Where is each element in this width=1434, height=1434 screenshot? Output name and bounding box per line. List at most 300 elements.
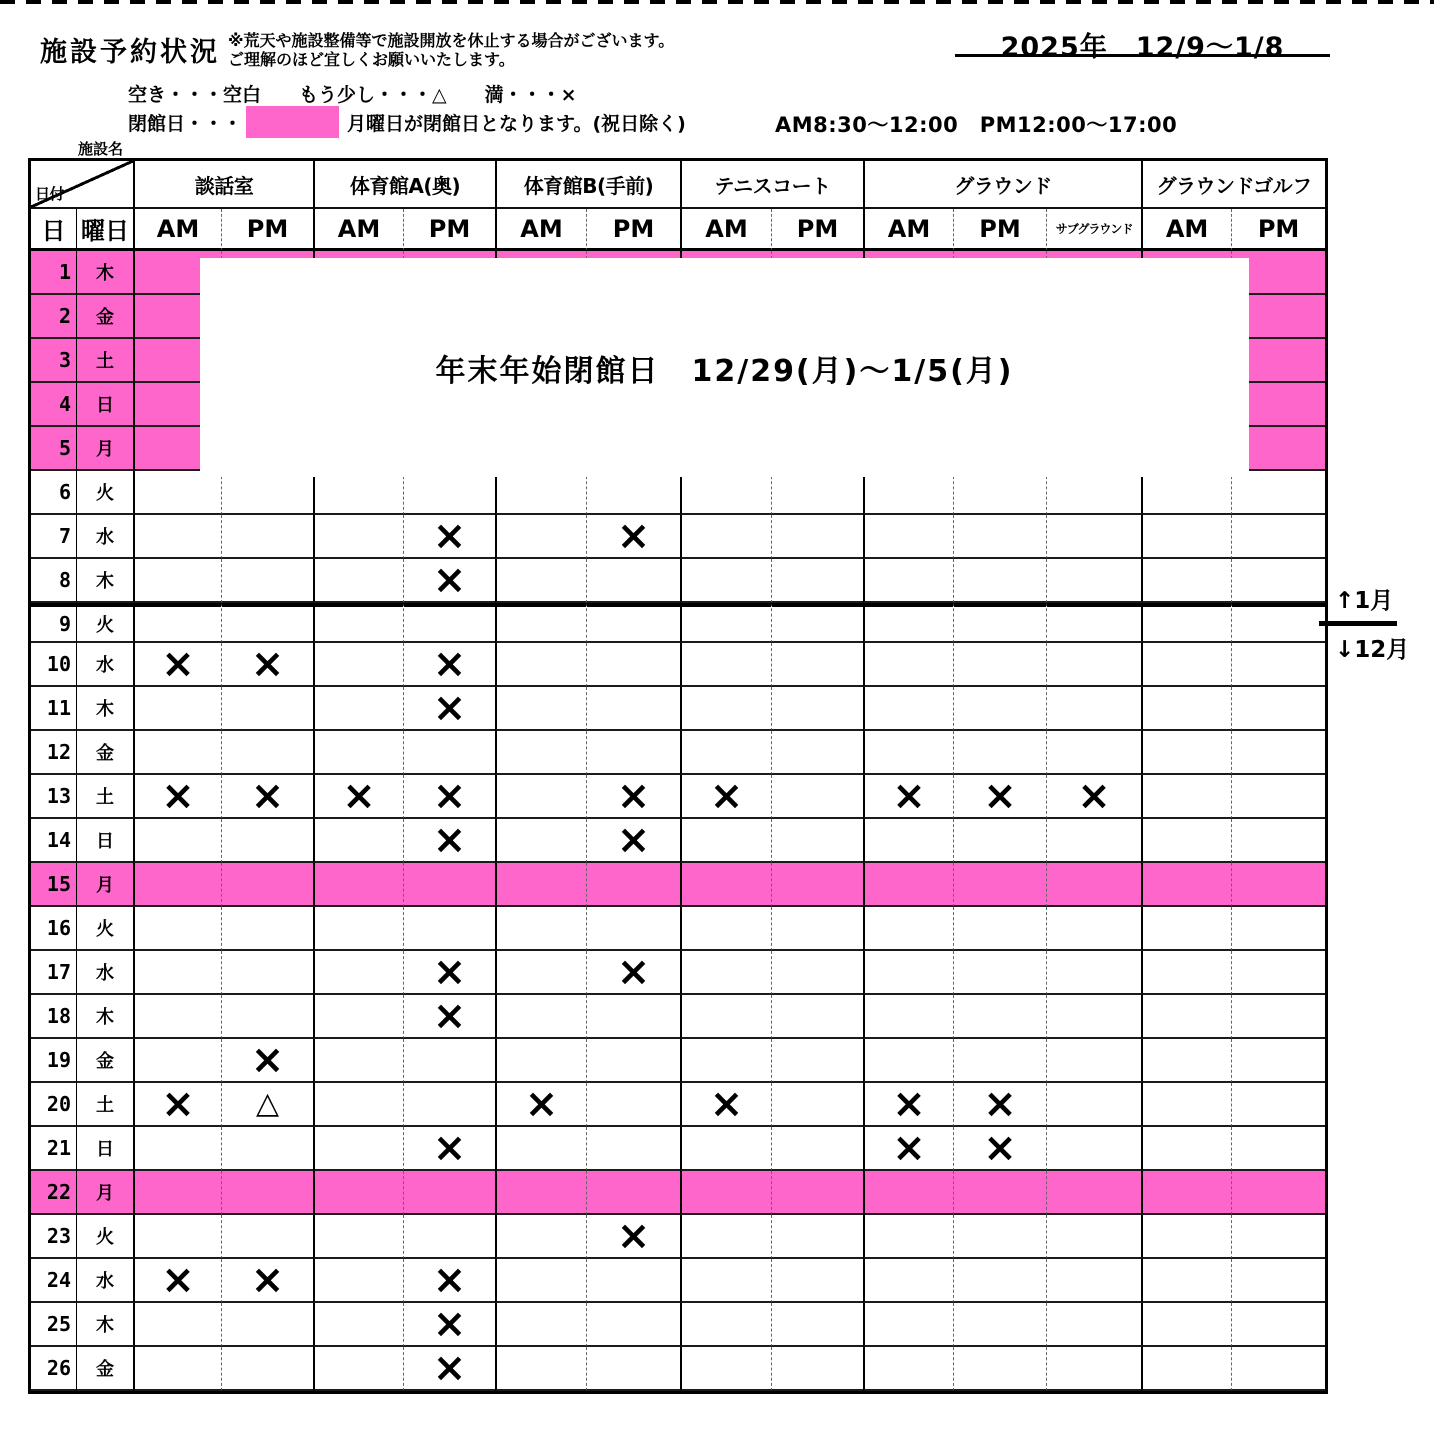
status-cell	[221, 1215, 313, 1259]
status-cell	[1141, 1171, 1231, 1215]
status-cell	[1141, 951, 1231, 995]
status-cell	[495, 1303, 586, 1347]
status-cell: ×	[953, 775, 1046, 819]
weather-notice-line1: ※荒天や施設整備等で施設開放を休止する場合がございます。	[228, 31, 675, 50]
weekday-cell: 月	[76, 1171, 133, 1215]
status-cell	[863, 1215, 953, 1259]
date-row	[31, 471, 1325, 515]
status-cell	[953, 1039, 1046, 1083]
status-cell: ×	[403, 1127, 495, 1171]
status-cell	[133, 951, 221, 995]
status-cell	[863, 471, 953, 515]
december-marker: ↓12月	[1335, 637, 1410, 663]
status-cell	[313, 995, 403, 1039]
status-cell	[1046, 1171, 1141, 1215]
status-cell	[1231, 643, 1325, 687]
status-cell	[953, 1215, 1046, 1259]
status-cell	[495, 1039, 586, 1083]
date-cell: 19	[31, 1039, 76, 1083]
status-cell	[403, 1171, 495, 1215]
status-cell	[586, 1303, 680, 1347]
status-cell	[133, 1215, 221, 1259]
status-cell	[680, 515, 771, 559]
status-cell	[953, 471, 1046, 515]
status-cell	[313, 907, 403, 951]
date-cell: 8	[31, 559, 76, 603]
status-cell	[133, 1039, 221, 1083]
status-cell	[771, 995, 863, 1039]
status-cell	[1046, 687, 1141, 731]
weekday-cell: 水	[76, 951, 133, 995]
status-cell	[313, 1303, 403, 1347]
status-cell	[1231, 863, 1325, 907]
status-cell	[495, 995, 586, 1039]
status-cell	[863, 951, 953, 995]
status-cell	[221, 1303, 313, 1347]
facility-header-row	[31, 161, 1325, 209]
weekday-cell: 日	[76, 383, 133, 427]
status-cell	[1231, 471, 1325, 515]
status-cell	[953, 1171, 1046, 1215]
status-cell	[680, 1039, 771, 1083]
status-cell: ×	[133, 1083, 221, 1127]
date-row	[31, 1127, 1325, 1171]
status-cell: ×	[680, 1083, 771, 1127]
status-cell	[771, 907, 863, 951]
corner-cell	[31, 161, 133, 209]
status-cell	[953, 603, 1046, 643]
date-row	[31, 1259, 1325, 1303]
status-cell	[771, 1171, 863, 1215]
status-cell: ×	[133, 1259, 221, 1303]
status-cell	[495, 603, 586, 643]
status-cell	[221, 603, 313, 643]
status-cell	[221, 1171, 313, 1215]
status-cell	[586, 603, 680, 643]
status-cell	[863, 1259, 953, 1303]
status-cell: ×	[863, 1083, 953, 1127]
status-cell	[313, 1171, 403, 1215]
period-header: AM	[863, 209, 953, 251]
status-cell	[863, 559, 953, 603]
status-cell	[495, 515, 586, 559]
status-cell	[586, 471, 680, 515]
status-cell	[953, 951, 1046, 995]
facility-header: テニスコート	[680, 161, 863, 209]
date-row	[31, 907, 1325, 951]
status-cell	[586, 559, 680, 603]
status-cell	[863, 1039, 953, 1083]
month-divider-extension	[1319, 621, 1397, 626]
status-cell	[1141, 603, 1231, 643]
legend-closed-label: 閉館日・・・	[128, 112, 243, 135]
status-cell: ×	[403, 775, 495, 819]
status-cell	[133, 1303, 221, 1347]
date-row	[31, 775, 1325, 819]
legend-closed-day	[128, 104, 686, 140]
facility-header: 体育館B(手前)	[495, 161, 680, 209]
date-row	[31, 863, 1325, 907]
scan-edge-decoration	[0, 0, 1434, 4]
weekday-cell: 水	[76, 515, 133, 559]
status-cell	[313, 471, 403, 515]
status-cell	[1231, 907, 1325, 951]
status-cell	[313, 1215, 403, 1259]
date-cell: 17	[31, 951, 76, 995]
status-cell	[313, 1259, 403, 1303]
status-cell	[1231, 687, 1325, 731]
status-cell	[1231, 731, 1325, 775]
opening-hours: AM8:30～12:00 PM12:00～17:00	[775, 113, 1178, 137]
weekday-cell: 木	[76, 559, 133, 603]
date-row	[31, 995, 1325, 1039]
status-cell	[771, 1347, 863, 1391]
status-cell	[680, 951, 771, 995]
status-cell	[586, 863, 680, 907]
status-cell	[953, 515, 1046, 559]
status-cell: ×	[863, 775, 953, 819]
status-cell	[1046, 643, 1141, 687]
date-cell: 23	[31, 1215, 76, 1259]
status-cell	[221, 863, 313, 907]
status-cell	[313, 731, 403, 775]
status-cell: ×	[221, 1259, 313, 1303]
period-header: PM	[586, 209, 680, 251]
status-cell	[771, 863, 863, 907]
date-row	[31, 819, 1325, 863]
status-cell	[1141, 471, 1231, 515]
status-cell	[680, 731, 771, 775]
date-cell: 12	[31, 731, 76, 775]
date-row	[31, 1303, 1325, 1347]
date-cell: 22	[31, 1171, 76, 1215]
status-cell	[863, 819, 953, 863]
status-cell: ×	[133, 643, 221, 687]
year-end-holiday-notice: 年末年始閉館日 12/29(月)～1/5(月)	[200, 258, 1249, 477]
status-cell	[953, 1347, 1046, 1391]
status-cell: ×	[586, 775, 680, 819]
status-cell	[221, 995, 313, 1039]
date-row	[31, 1039, 1325, 1083]
status-cell	[1231, 775, 1325, 819]
status-cell	[221, 687, 313, 731]
status-cell	[133, 1171, 221, 1215]
status-cell	[1141, 995, 1231, 1039]
period-header: PM	[1231, 209, 1325, 251]
date-cell: 10	[31, 643, 76, 687]
status-cell: ×	[221, 1039, 313, 1083]
status-cell	[1231, 1171, 1325, 1215]
facility-header: グラウンド	[863, 161, 1141, 209]
status-cell	[1046, 559, 1141, 603]
status-cell	[863, 1303, 953, 1347]
weekday-cell: 土	[76, 775, 133, 819]
status-cell	[1046, 863, 1141, 907]
status-cell	[495, 1215, 586, 1259]
status-cell	[495, 951, 586, 995]
status-cell	[771, 775, 863, 819]
status-cell: ×	[586, 819, 680, 863]
facility-header: 体育館A(奥)	[313, 161, 495, 209]
status-cell	[1231, 1083, 1325, 1127]
status-cell	[495, 559, 586, 603]
status-cell	[313, 951, 403, 995]
status-cell: ×	[1046, 775, 1141, 819]
date-row	[31, 1347, 1325, 1391]
status-cell	[1231, 1039, 1325, 1083]
status-cell: △	[221, 1083, 313, 1127]
status-cell	[133, 731, 221, 775]
date-row	[31, 603, 1325, 643]
status-cell	[771, 951, 863, 995]
status-cell	[221, 515, 313, 559]
weekday-cell: 火	[76, 603, 133, 643]
status-cell: ×	[953, 1083, 1046, 1127]
period-header: AM	[680, 209, 771, 251]
status-cell	[1231, 1303, 1325, 1347]
status-cell	[863, 995, 953, 1039]
date-cell: 24	[31, 1259, 76, 1303]
weekday-cell: 金	[76, 1039, 133, 1083]
period-header: AM	[1141, 209, 1231, 251]
status-cell	[1046, 1303, 1141, 1347]
status-cell	[680, 863, 771, 907]
status-cell	[771, 471, 863, 515]
date-cell: 14	[31, 819, 76, 863]
status-cell	[771, 1127, 863, 1171]
status-cell	[953, 819, 1046, 863]
weekday-cell: 土	[76, 1083, 133, 1127]
status-cell	[771, 1303, 863, 1347]
date-cell: 2	[31, 295, 76, 339]
status-cell	[771, 1259, 863, 1303]
weekday-cell: 土	[76, 339, 133, 383]
status-cell	[313, 603, 403, 643]
status-cell: ×	[403, 951, 495, 995]
status-cell	[495, 687, 586, 731]
status-cell	[1231, 1259, 1325, 1303]
weekday-cell: 金	[76, 295, 133, 339]
status-cell	[495, 1127, 586, 1171]
date-cell: 20	[31, 1083, 76, 1127]
status-cell	[133, 907, 221, 951]
status-cell	[953, 731, 1046, 775]
status-cell	[133, 819, 221, 863]
weekday-cell: 月	[76, 427, 133, 471]
status-cell	[313, 819, 403, 863]
status-cell	[221, 1127, 313, 1171]
period-header: AM	[133, 209, 221, 251]
status-cell	[1231, 951, 1325, 995]
date-cell: 9	[31, 603, 76, 643]
status-cell	[863, 603, 953, 643]
status-cell	[1141, 863, 1231, 907]
weekday-cell: 日	[76, 819, 133, 863]
status-cell	[1046, 603, 1141, 643]
status-cell	[771, 1039, 863, 1083]
status-cell	[586, 1171, 680, 1215]
status-cell: ×	[586, 1215, 680, 1259]
status-cell	[953, 1259, 1046, 1303]
status-cell	[1231, 1347, 1325, 1391]
status-cell	[403, 471, 495, 515]
status-cell	[680, 643, 771, 687]
status-cell	[586, 731, 680, 775]
status-cell: ×	[313, 775, 403, 819]
status-cell	[1046, 515, 1141, 559]
status-cell	[863, 907, 953, 951]
status-cell	[221, 907, 313, 951]
status-cell	[1046, 471, 1141, 515]
weekday-column-header: 曜日	[76, 209, 133, 251]
date-label: 日付	[35, 185, 65, 203]
weekday-cell: 金	[76, 1347, 133, 1391]
status-cell	[1046, 819, 1141, 863]
status-cell	[863, 1347, 953, 1391]
status-cell	[953, 995, 1046, 1039]
status-cell	[680, 995, 771, 1039]
status-cell: ×	[403, 559, 495, 603]
status-cell	[1141, 559, 1231, 603]
status-cell	[1231, 559, 1325, 603]
closed-day-color-swatch	[246, 106, 339, 138]
date-cell: 13	[31, 775, 76, 819]
date-row	[31, 643, 1325, 687]
status-cell	[495, 731, 586, 775]
status-cell	[953, 643, 1046, 687]
period-header: PM	[953, 209, 1046, 251]
status-cell	[1141, 1303, 1231, 1347]
january-marker: ↑1月	[1335, 588, 1394, 614]
status-cell	[680, 1259, 771, 1303]
status-cell	[1141, 1083, 1231, 1127]
status-cell: ×	[403, 1259, 495, 1303]
weekday-cell: 日	[76, 1127, 133, 1171]
status-cell	[403, 603, 495, 643]
status-cell	[1231, 515, 1325, 559]
status-cell	[313, 515, 403, 559]
status-cell	[680, 603, 771, 643]
status-cell	[495, 775, 586, 819]
date-cell: 16	[31, 907, 76, 951]
date-row	[31, 951, 1325, 995]
facility-name-label: 施設名	[78, 140, 124, 158]
status-cell	[1141, 1039, 1231, 1083]
status-cell	[403, 1215, 495, 1259]
status-cell	[1141, 1259, 1231, 1303]
status-cell: ×	[403, 819, 495, 863]
status-cell	[863, 1171, 953, 1215]
status-cell	[1046, 1215, 1141, 1259]
period-label: 2025年 12/9～1/8	[1000, 32, 1285, 63]
status-cell	[495, 907, 586, 951]
status-cell: ×	[586, 515, 680, 559]
status-cell: ×	[403, 643, 495, 687]
weekday-cell: 木	[76, 1303, 133, 1347]
status-cell	[586, 995, 680, 1039]
date-cell: 6	[31, 471, 76, 515]
status-cell	[403, 863, 495, 907]
status-cell	[1231, 819, 1325, 863]
status-cell	[771, 643, 863, 687]
status-cell	[133, 559, 221, 603]
status-cell: ×	[586, 951, 680, 995]
status-cell	[1046, 1039, 1141, 1083]
status-cell	[586, 643, 680, 687]
status-cell	[680, 471, 771, 515]
status-cell: ×	[403, 687, 495, 731]
status-cell	[953, 687, 1046, 731]
date-cell: 25	[31, 1303, 76, 1347]
status-cell	[495, 471, 586, 515]
status-cell	[1141, 1127, 1231, 1171]
status-cell	[1141, 687, 1231, 731]
status-cell	[1046, 1127, 1141, 1171]
date-row	[31, 1215, 1325, 1259]
status-cell	[1141, 907, 1231, 951]
status-cell	[680, 1347, 771, 1391]
legend-availability: 空き・・・空白 もう少し・・・△ 満・・・×	[128, 84, 577, 106]
weather-notice	[228, 31, 674, 69]
status-cell	[1141, 1347, 1231, 1391]
weekday-cell: 火	[76, 471, 133, 515]
status-cell	[680, 1303, 771, 1347]
status-cell	[313, 1127, 403, 1171]
status-cell	[221, 731, 313, 775]
date-row	[31, 1171, 1325, 1215]
date-cell: 3	[31, 339, 76, 383]
status-cell	[403, 731, 495, 775]
weekday-cell: 金	[76, 731, 133, 775]
status-cell	[221, 559, 313, 603]
status-cell	[133, 687, 221, 731]
status-cell	[403, 1039, 495, 1083]
status-cell	[495, 1259, 586, 1303]
status-cell	[1046, 1083, 1141, 1127]
status-cell	[495, 1347, 586, 1391]
status-cell	[680, 1215, 771, 1259]
status-cell	[771, 819, 863, 863]
status-cell	[680, 559, 771, 603]
status-cell	[495, 863, 586, 907]
weekday-cell: 水	[76, 643, 133, 687]
status-cell: ×	[133, 775, 221, 819]
status-cell	[221, 819, 313, 863]
period-header: PM	[221, 209, 313, 251]
status-cell	[771, 1215, 863, 1259]
status-cell	[313, 559, 403, 603]
weekday-cell: 火	[76, 1215, 133, 1259]
status-cell	[1231, 1215, 1325, 1259]
status-cell: ×	[403, 515, 495, 559]
status-cell	[771, 559, 863, 603]
status-cell	[1231, 603, 1325, 643]
status-cell	[1046, 1347, 1141, 1391]
status-cell	[1141, 515, 1231, 559]
status-cell	[953, 1303, 1046, 1347]
status-cell	[586, 907, 680, 951]
date-row	[31, 731, 1325, 775]
status-cell	[313, 1083, 403, 1127]
date-cell: 18	[31, 995, 76, 1039]
period-header: PM	[403, 209, 495, 251]
period-header: サブグラウンド	[1046, 209, 1141, 251]
status-cell	[1141, 643, 1231, 687]
status-cell	[313, 643, 403, 687]
status-cell	[403, 1083, 495, 1127]
status-cell: ×	[953, 1127, 1046, 1171]
status-cell	[771, 731, 863, 775]
